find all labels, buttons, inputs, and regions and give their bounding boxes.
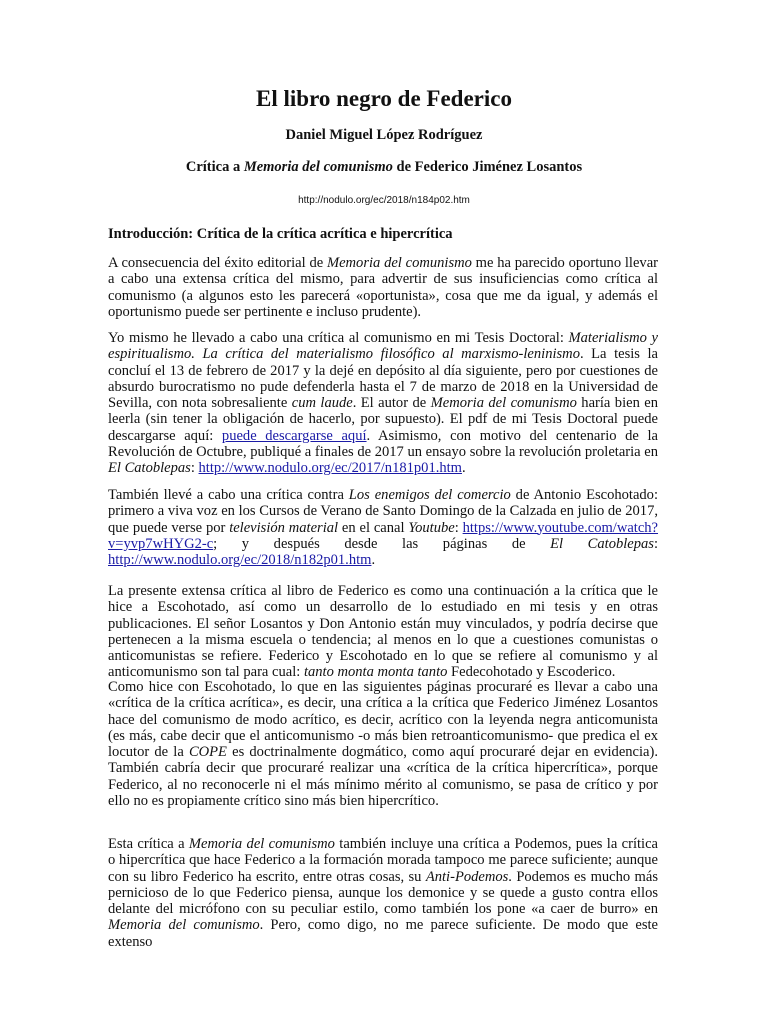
- text-run: . El autor de: [352, 395, 431, 412]
- italic-text: Los enemigos del comercio: [348, 487, 511, 503]
- text-run: Yo mismo he llevado a cabo una crítica al comunismo en mi Tesis Doctoral:: [108, 330, 569, 346]
- text-run: es doctrinalmente dogmático, como aquí procuraré dejar en evidencia). También cabría decir que procuraré realizar una «crítica de la crítica hipercrítica», porque Federico, al no reconocerle ni el más mínimo mérito al comunismo, se pasa de crítico y por ello no es propiamente crítico sino más bien hipercrítico.: [108, 744, 658, 810]
- text-run: También llevé a cabo una crítica contra: [108, 487, 349, 503]
- text-run: :: [454, 519, 463, 536]
- italic-text: Youtube: [408, 519, 455, 536]
- text-run: Esta crítica a: [108, 836, 189, 852]
- document-title: El libro negro de Federico: [256, 86, 512, 111]
- text-run: . Asimismo, con motivo del centenario de la Revolución de Octubre, publiqué a finales de 2017 un ensayo sobre la revolución proletaria en: [108, 427, 658, 461]
- text-run: de Antonio Escohotado: primero a viva voz en los Cursos de Verano de Santo Domingo de la Calzada en julio de 2017, que puede verse por: [108, 487, 658, 536]
- text-run: :: [190, 460, 199, 477]
- text-run: .: [371, 552, 376, 569]
- italic-text: Memoria del comunismo: [326, 255, 472, 271]
- text-run: ; y después desde las páginas de: [213, 535, 551, 552]
- subtitle-book-title: Memoria del comunismo: [243, 159, 393, 175]
- italic-text: televisión material: [229, 519, 339, 536]
- subtitle-suffix: de Federico Jiménez Losantos: [392, 159, 583, 175]
- italic-text: tanto monta monta tanto: [303, 664, 448, 681]
- text-run: . La tesis la concluí el 13 de febrero de 2017 y la dejé en depósito al día siguiente, pero por cuestiones de absurdo burocratismo no pude defenderla hasta el 7 de marzo de 2018 en la Universidad de Sevilla, con nota sobresaliente: [108, 346, 658, 412]
- paragraph: [108, 583, 658, 681]
- section-heading: Introducción: Crítica de la crítica acrítica e hipercrítica: [108, 226, 453, 242]
- hyperlink[interactable]: https://www.youtube.com/watch?v=yvp7wHYG2-c: [108, 519, 659, 552]
- italic-text: cum laude: [291, 395, 353, 412]
- text-run: haría bien en leerla (sin tener la obligación de hacerlo, por supuesto). El pdf de mi Tesis Doctoral puede descargarse aquí:: [108, 395, 659, 444]
- text-run: Como hice con Escohotado, lo que en las siguientes páginas procuraré es llevar a cabo una «crítica de la crítica acrítica», es decir, una crítica a la crítica que Federico Jiménez Losantos hace del comunismo de modo acrítico, es decir, acrítico con la leyenda negra anticomunista (es más, cabe decir que el anticomunismo -o más bien retroanticomunismo- que predica el ex locutor de la: [108, 679, 658, 761]
- text-run: . Podemos es mucho más pernicioso de lo que Federico piensa, aunque los demonice y se quede a gusto contra ellos delante del micrófono con su peculiar estilo, como también los pone «a caer de burro» en: [108, 868, 658, 918]
- paragraph: [108, 255, 658, 320]
- author-name: Daniel Miguel López Rodríguez: [285, 127, 483, 143]
- paragraph: [108, 330, 658, 477]
- italic-text: Memoria del comunismo: [108, 917, 260, 934]
- text-run: . Pero, como digo, no me parece suficiente. De modo que este extenso: [108, 917, 659, 950]
- paragraph: [108, 679, 658, 809]
- paragraph: [108, 836, 658, 950]
- italic-text: Memoria del comunismo: [430, 395, 577, 412]
- hyperlink[interactable]: http://www.nodulo.org/ec/2018/n182p01.htm: [108, 552, 372, 569]
- italic-text: Anti-Podemos: [425, 868, 509, 885]
- source-url: http://nodulo.org/ec/2018/n184p02.htm: [298, 195, 470, 206]
- text-run: La presente extensa crítica al libro de Federico es como una continuación a la crítica que le hice a Escohotado, así como un desarrollo de lo estudiado en mi tesis y en otras publicaciones. El señor Losantos y Don Antonio están muy vinculados, y podría decirse que pertenecen a la misma escuela o tendencia; al menos en lo que a cuestiones comunistas o anticomunistas se refiere. Federico y Escohotado en lo que se refiere al comunismo y al anticomunismo son tal para cual:: [108, 583, 658, 681]
- text-run: en el canal: [338, 519, 409, 536]
- italic-text: El Catoblepas: [550, 535, 654, 552]
- italic-text: Materialismo y espiritualismo. La crítica del materialismo filosófico al marxismo-leninismo: [108, 330, 658, 363]
- text-run: :: [653, 535, 658, 552]
- italic-text: El Catoblepas: [108, 460, 191, 477]
- italic-text: Memoria del comunismo: [188, 836, 335, 852]
- hyperlink[interactable]: http://www.nodulo.org/ec/2017/n181p01.htm: [198, 460, 462, 477]
- text-run: A consecuencia del éxito editorial de: [108, 255, 327, 271]
- text-run: me ha parecido oportuno llevar a cabo una extensa crítica del mismo, para advertir de sus insuficiencias como crítica al comunismo (a algunos esto les parecerá «oportunista», cosa que me da igual, y además el oportunismo puede ser pertinente e incluso prudente).: [108, 255, 658, 320]
- subtitle-prefix: Crítica a: [185, 159, 244, 175]
- text-run: .: [461, 460, 466, 477]
- text-run: Fedecohotado y Escoderico.: [447, 664, 616, 681]
- paragraph: [108, 487, 658, 568]
- hyperlink[interactable]: puede descargarse aquí: [221, 427, 367, 444]
- text-run: también incluye una crítica a Podemos, pues la crítica o hipercrítica que hace Federico a la formación morada tampoco me parece suficiente; aunque con su libro Federico ha escrito, entre otras cosas, su: [108, 836, 658, 885]
- document-subtitle: [100, 159, 668, 176]
- italic-text: COPE: [188, 744, 227, 761]
